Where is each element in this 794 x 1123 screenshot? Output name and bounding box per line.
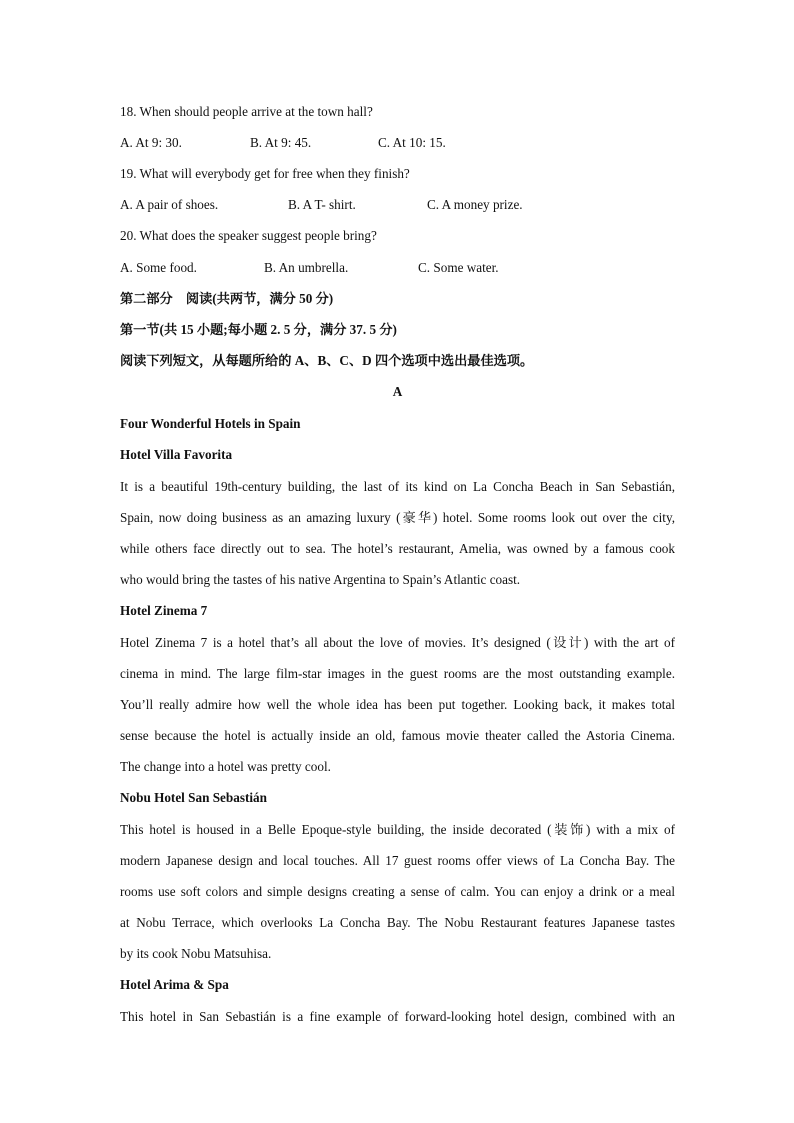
hotel-paragraph: [120, 471, 675, 595]
hotel-name: Nobu Hotel San Sebastián: [120, 790, 267, 805]
paragraph-line: This hotel is housed in a Belle Epoque-style building, the inside decorated (装饰) with a mix of: [120, 822, 675, 837]
paragraph-line: Hotel Zinema 7 is a hotel that’s all about the love of movies. It’s designed (设计) with the art of: [120, 635, 675, 650]
hotel-paragraph: [120, 627, 675, 782]
question-20: 20. What does the speaker suggest people bring?: [120, 228, 377, 243]
paragraph-line: sense because the hotel is actually inside an old, famous movie theater called the Astoria Cinema.: [120, 728, 675, 743]
paragraph-line: Spain, now doing business as an amazing luxury (豪华) hotel. Some rooms look out over the city,: [120, 510, 675, 525]
option-c: C. At 10: 15.: [378, 135, 446, 150]
option-b: B. An umbrella.: [264, 260, 349, 275]
paragraph-line: The change into a hotel was pretty cool.: [120, 759, 331, 774]
hotel-name: Hotel Zinema 7: [120, 603, 208, 618]
option-b: B. At 9: 45.: [250, 135, 312, 150]
option-b: B. A T- shirt.: [288, 197, 356, 212]
option-a: A. A pair of shoes.: [120, 197, 219, 212]
paragraph-line: cinema in mind. The large film-star images in the guest rooms are the most outstanding example.: [120, 666, 675, 681]
reading-instruction: 阅读下列短文，从每题所给的 A、B、C、D 四个选项中选出最佳选项。: [120, 353, 534, 368]
hotel-paragraph: [120, 1001, 675, 1032]
hotel-name: Hotel Arima & Spa: [120, 977, 229, 992]
question-18: 18. When should people arrive at the town hall?: [120, 104, 373, 119]
passage-label: A: [392, 384, 403, 399]
paragraph-line: modern Japanese design and local touches. All 17 guest rooms offer views of La Concha Bay. The: [120, 853, 675, 868]
paragraph-line: rooms use soft colors and simple designs creating a sense of calm. You can enjoy a drink or a meal: [120, 884, 675, 899]
option-c: C. Some water.: [418, 260, 499, 275]
passage-title: Four Wonderful Hotels in Spain: [120, 416, 301, 431]
hotel-paragraph: [120, 814, 675, 969]
paragraph-line: by its cook Nobu Matsuhisa.: [120, 946, 272, 961]
option-c: C. A money prize.: [427, 197, 523, 212]
question-19: 19. What will everybody get for free when they finish?: [120, 166, 410, 181]
paragraph-line: It is a beautiful 19th-century building, the last of its kind on La Concha Beach in San Sebastián,: [120, 479, 675, 494]
option-a: A. Some food.: [120, 260, 197, 275]
option-a: A. At 9: 30.: [120, 135, 182, 150]
paragraph-line: You’ll really admire how well the whole idea has been put together. Looking back, it makes total: [120, 697, 675, 712]
paragraph-line: This hotel in San Sebastián is a fine example of forward-looking hotel design, combined with an: [120, 1009, 675, 1024]
part2-heading: 第二部分 阅读(共两节，满分 50 分): [120, 291, 334, 306]
paragraph-line: while others face directly out to sea. The hotel’s restaurant, Amelia, was owned by a famous cook: [120, 541, 675, 556]
paragraph-line: who would bring the tastes of his native Argentina to Spain’s Atlantic coast.: [120, 572, 521, 587]
hotel-name: Hotel Villa Favorita: [120, 447, 233, 462]
section1-heading: 第一节(共 15 小题;每小题 2. 5 分，满分 37. 5 分): [120, 322, 397, 337]
paragraph-line: at Nobu Terrace, which overlooks La Concha Bay. The Nobu Restaurant features Japanese tastes: [120, 915, 675, 930]
